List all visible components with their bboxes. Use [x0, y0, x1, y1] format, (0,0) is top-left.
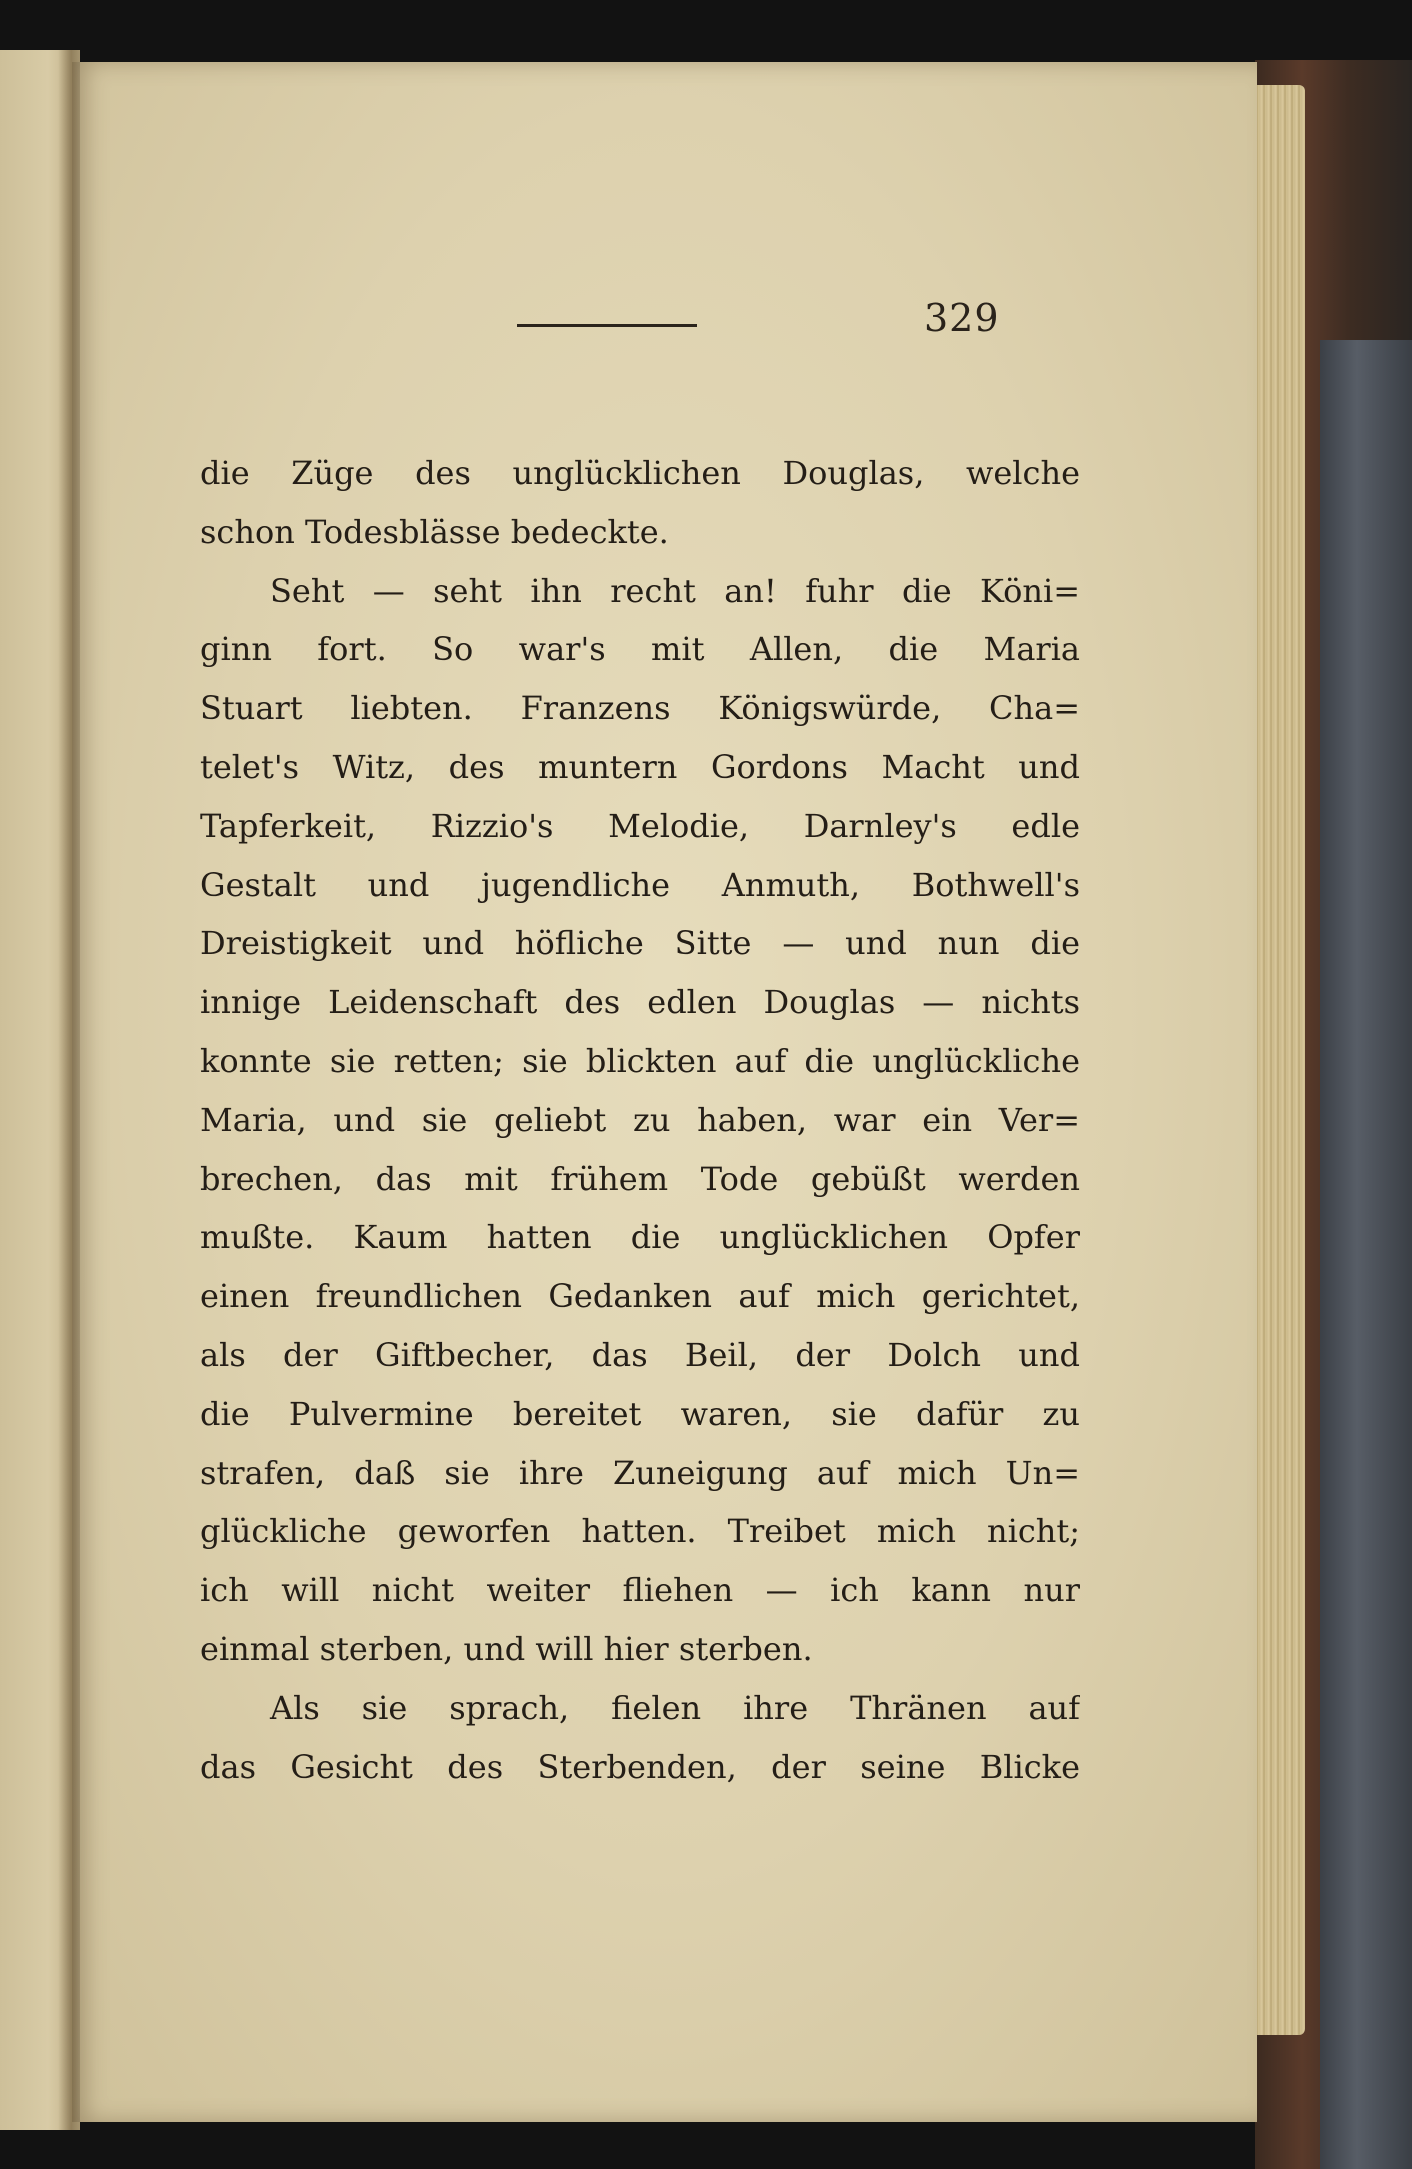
page-number: 329 [924, 296, 1000, 340]
book-page [72, 62, 1257, 2122]
text-line: als der Giftbecher, das Beil, der Dolch und [200, 1335, 1080, 1374]
text-line: Seht — seht ihn recht an! fuhr die Köni= [270, 571, 1080, 610]
text-line: Stuart liebten. Franzens Königswürde, Cha= [200, 689, 1080, 728]
text-line: glückliche geworfen hatten. Treibet mich nicht; [200, 1512, 1080, 1551]
text-line: brechen, das mit frühem Tode gebüßt werden [200, 1159, 1080, 1198]
text-line: schon Todesblässe bedeckte. [200, 512, 669, 551]
page-gutter-shadow [58, 50, 80, 2130]
text-line: einen freundlichen Gedanken auf mich gerichtet, [200, 1277, 1080, 1316]
text-line: Maria, und sie geliebt zu haben, war ein Ver= [200, 1100, 1080, 1139]
text-line: ich will nicht weiter fliehen — ich kann nur [200, 1571, 1080, 1610]
text-line: mußte. Kaum hatten die unglücklichen Opfer [200, 1218, 1080, 1257]
text-line: einmal sterben, und will hier sterben. [200, 1629, 813, 1668]
text-line: innige Leidenschaft des edlen Douglas — nichts [200, 983, 1080, 1022]
header-rule [517, 324, 697, 327]
text-line: konnte sie retten; sie blickten auf die unglückliche [200, 1041, 1080, 1080]
text-line: strafen, daß sie ihre Zuneigung auf mich Un= [200, 1453, 1080, 1492]
text-line: Dreistigkeit und höfliche Sitte — und nun die [200, 924, 1080, 963]
text-line: Gestalt und jugendliche Anmuth, Bothwell's [200, 865, 1080, 904]
text-line: Als sie sprach, fielen ihre Thränen auf [270, 1688, 1080, 1727]
cover-spine-strip [1320, 340, 1412, 2169]
text-body [200, 444, 1080, 1796]
text-line: die Züge des unglücklichen Douglas, welche [200, 454, 1080, 492]
text-line: ginn fort. So war's mit Allen, die Maria [200, 630, 1080, 669]
text-line: das Gesicht des Sterbenden, der seine Blicke [200, 1747, 1080, 1786]
text-line: die Pulvermine bereitet waren, sie dafür zu [200, 1394, 1080, 1433]
text-line: telet's Witz, des muntern Gordons Macht und [200, 747, 1080, 786]
text-line: Tapferkeit, Rizzio's Melodie, Darnley's edle [200, 806, 1080, 845]
